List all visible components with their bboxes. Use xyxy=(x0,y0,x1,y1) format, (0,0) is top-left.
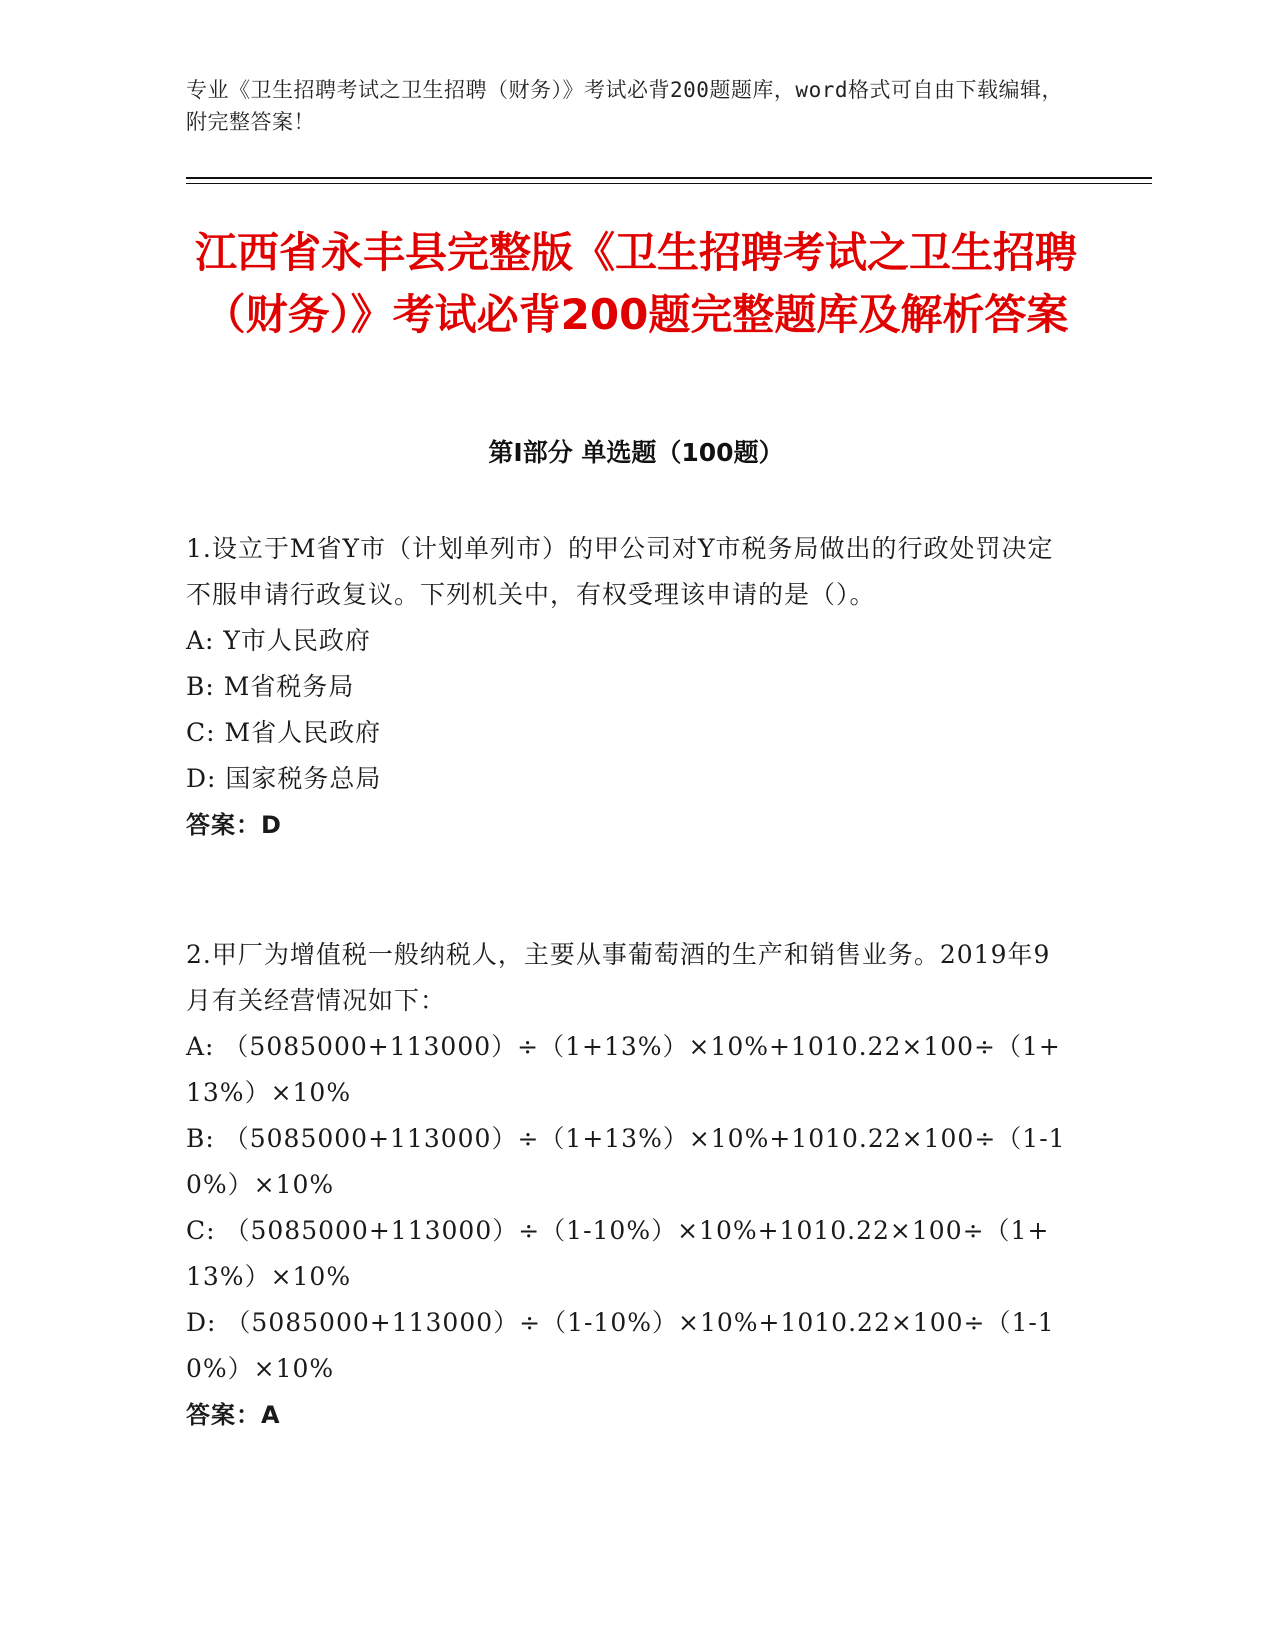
option-d: D: （5085000+113000）÷（1-10%）×10%+1010.22×100÷（1-10%）×10% xyxy=(186,1308,1055,1383)
question-2 xyxy=(186,932,1066,1438)
option-c: C: （5085000+113000）÷（1-10%）×10%+1010.22×100÷（1+13%）×10% xyxy=(186,1216,1050,1291)
option-a: A: （5085000+113000）÷（1+13%）×10%+1010.22×100÷（1+13%）×10% xyxy=(186,1032,1061,1107)
option-b: B: M省税务局 xyxy=(186,672,355,701)
question-stem: 2.甲厂为增值税一般纳税人，主要从事葡萄酒的生产和销售业务。2019年9月有关经营情况如下： xyxy=(186,940,1051,1015)
document-title: 江西省永丰县完整版《卫生招聘考试之卫生招聘（财务）》考试必背200题完整题库及解析答案 xyxy=(194,228,1077,339)
answer: 答案：A xyxy=(186,1401,281,1429)
answer: 答案：D xyxy=(186,811,282,839)
option-b: B: （5085000+113000）÷（1+13%）×10%+1010.22×100÷（1-10%）×10% xyxy=(186,1124,1066,1199)
option-c: C: M省人民政府 xyxy=(186,718,382,747)
question-1 xyxy=(186,526,1066,848)
option-d: D: 国家税务总局 xyxy=(186,764,382,793)
header-divider-thick xyxy=(186,177,1152,179)
question-stem: 1.设立于M省Y市（计划单列市）的甲公司对Y市税务局做出的行政处罚决定不服申请行政复议。下列机关中，有权受理该申请的是（）。 xyxy=(186,534,1054,609)
header-divider-thin xyxy=(186,183,1152,184)
option-a: A: Y市人民政府 xyxy=(186,626,371,655)
header-note: 专业《卫生招聘考试之卫生招聘（财务）》考试必背200题题库，word格式可自由下载编辑，附完整答案！ xyxy=(186,78,1063,134)
section-heading: 第I部分 单选题（100题） xyxy=(488,438,784,467)
